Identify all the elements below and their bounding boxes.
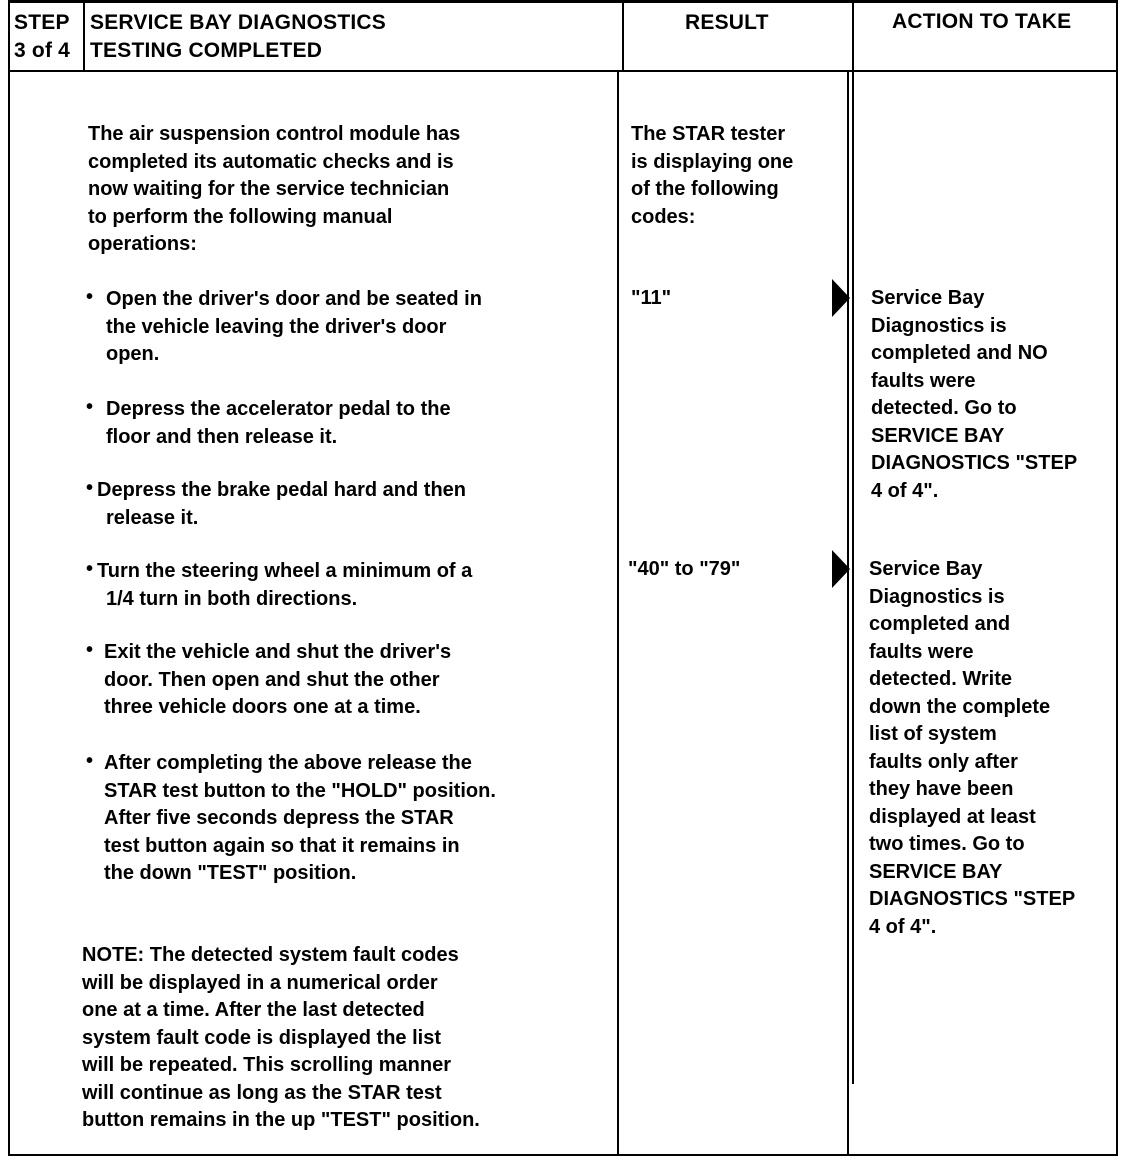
step-depress-accelerator: Depress the accelerator pedal to the floor and then release it. — [106, 398, 451, 448]
step-column-divider — [83, 0, 85, 72]
step-exit-vehicle: Exit the vehicle and shut the driver's door. Then open and shut the other three vehicle doors one at a time. — [104, 641, 452, 718]
action-column-divider-body — [847, 72, 849, 1156]
result-column-divider-body — [617, 72, 619, 1156]
arrow-right-icon — [832, 279, 850, 317]
header-rule — [8, 70, 1118, 72]
bullet-marker: • — [86, 396, 94, 418]
step-label: STEP 3 of 4 — [14, 11, 71, 62]
bullet-marker: • — [86, 477, 94, 499]
result-intro: The STAR tester is displaying one of the following codes: — [631, 123, 794, 228]
arrow-right-icon — [832, 550, 850, 588]
action-faults-detected: Service Bay Diagnostics is completed and faults were detected. Write down the complete list of system faults only after they have been displayed at least two times. Go to SERVICE BAY DIAGNOSTICS "STEP 4 of 4". — [869, 558, 1076, 938]
result-code-11: "11" — [631, 287, 672, 309]
result-column-divider — [622, 0, 624, 72]
section-title: SERVICE BAY DIAGNOSTICS TESTING COMPLETED — [90, 11, 386, 62]
result-code-range: "40" to "79" — [628, 558, 741, 580]
step-release-star-button: After completing the above release the STAR test button to the "HOLD" position. After five seconds depress the STAR test button again so that it remains in the down "TEST" position. — [104, 752, 496, 884]
step-turn-steering-wheel: Turn the steering wheel a minimum of a 1/4 turn in both directions. — [97, 560, 473, 610]
result-header: RESULT — [685, 11, 769, 34]
bullet-marker: • — [86, 750, 94, 772]
action-header: ACTION TO TAKE — [892, 10, 1072, 33]
action-no-faults: Service Bay Diagnostics is completed and NO faults were detected. Go to SERVICE BAY DIAGNOSTICS "STEP 4 of 4". — [871, 287, 1078, 502]
step-open-drivers-door: Open the driver's door and be seated in the vehicle leaving the driver's door open. — [106, 288, 482, 365]
bullet-marker: • — [86, 639, 94, 661]
step-depress-brake: Depress the brake pedal hard and then release it. — [97, 479, 466, 529]
note-text: NOTE: The detected system fault codes will be displayed in a numerical order one at a time. After the last detected system fault code is displayed the list will be repeated. This scrolling manner will continue as long as the STAR test button remains in the up "TEST" position. — [82, 944, 480, 1131]
bullet-marker: • — [86, 286, 94, 308]
action-column-divider — [852, 0, 854, 1084]
procedure-intro: The air suspension control module has completed its automatic checks and is now waiting for the service technician to perform the following manual operations: — [88, 123, 461, 255]
bullet-marker: • — [86, 558, 94, 580]
